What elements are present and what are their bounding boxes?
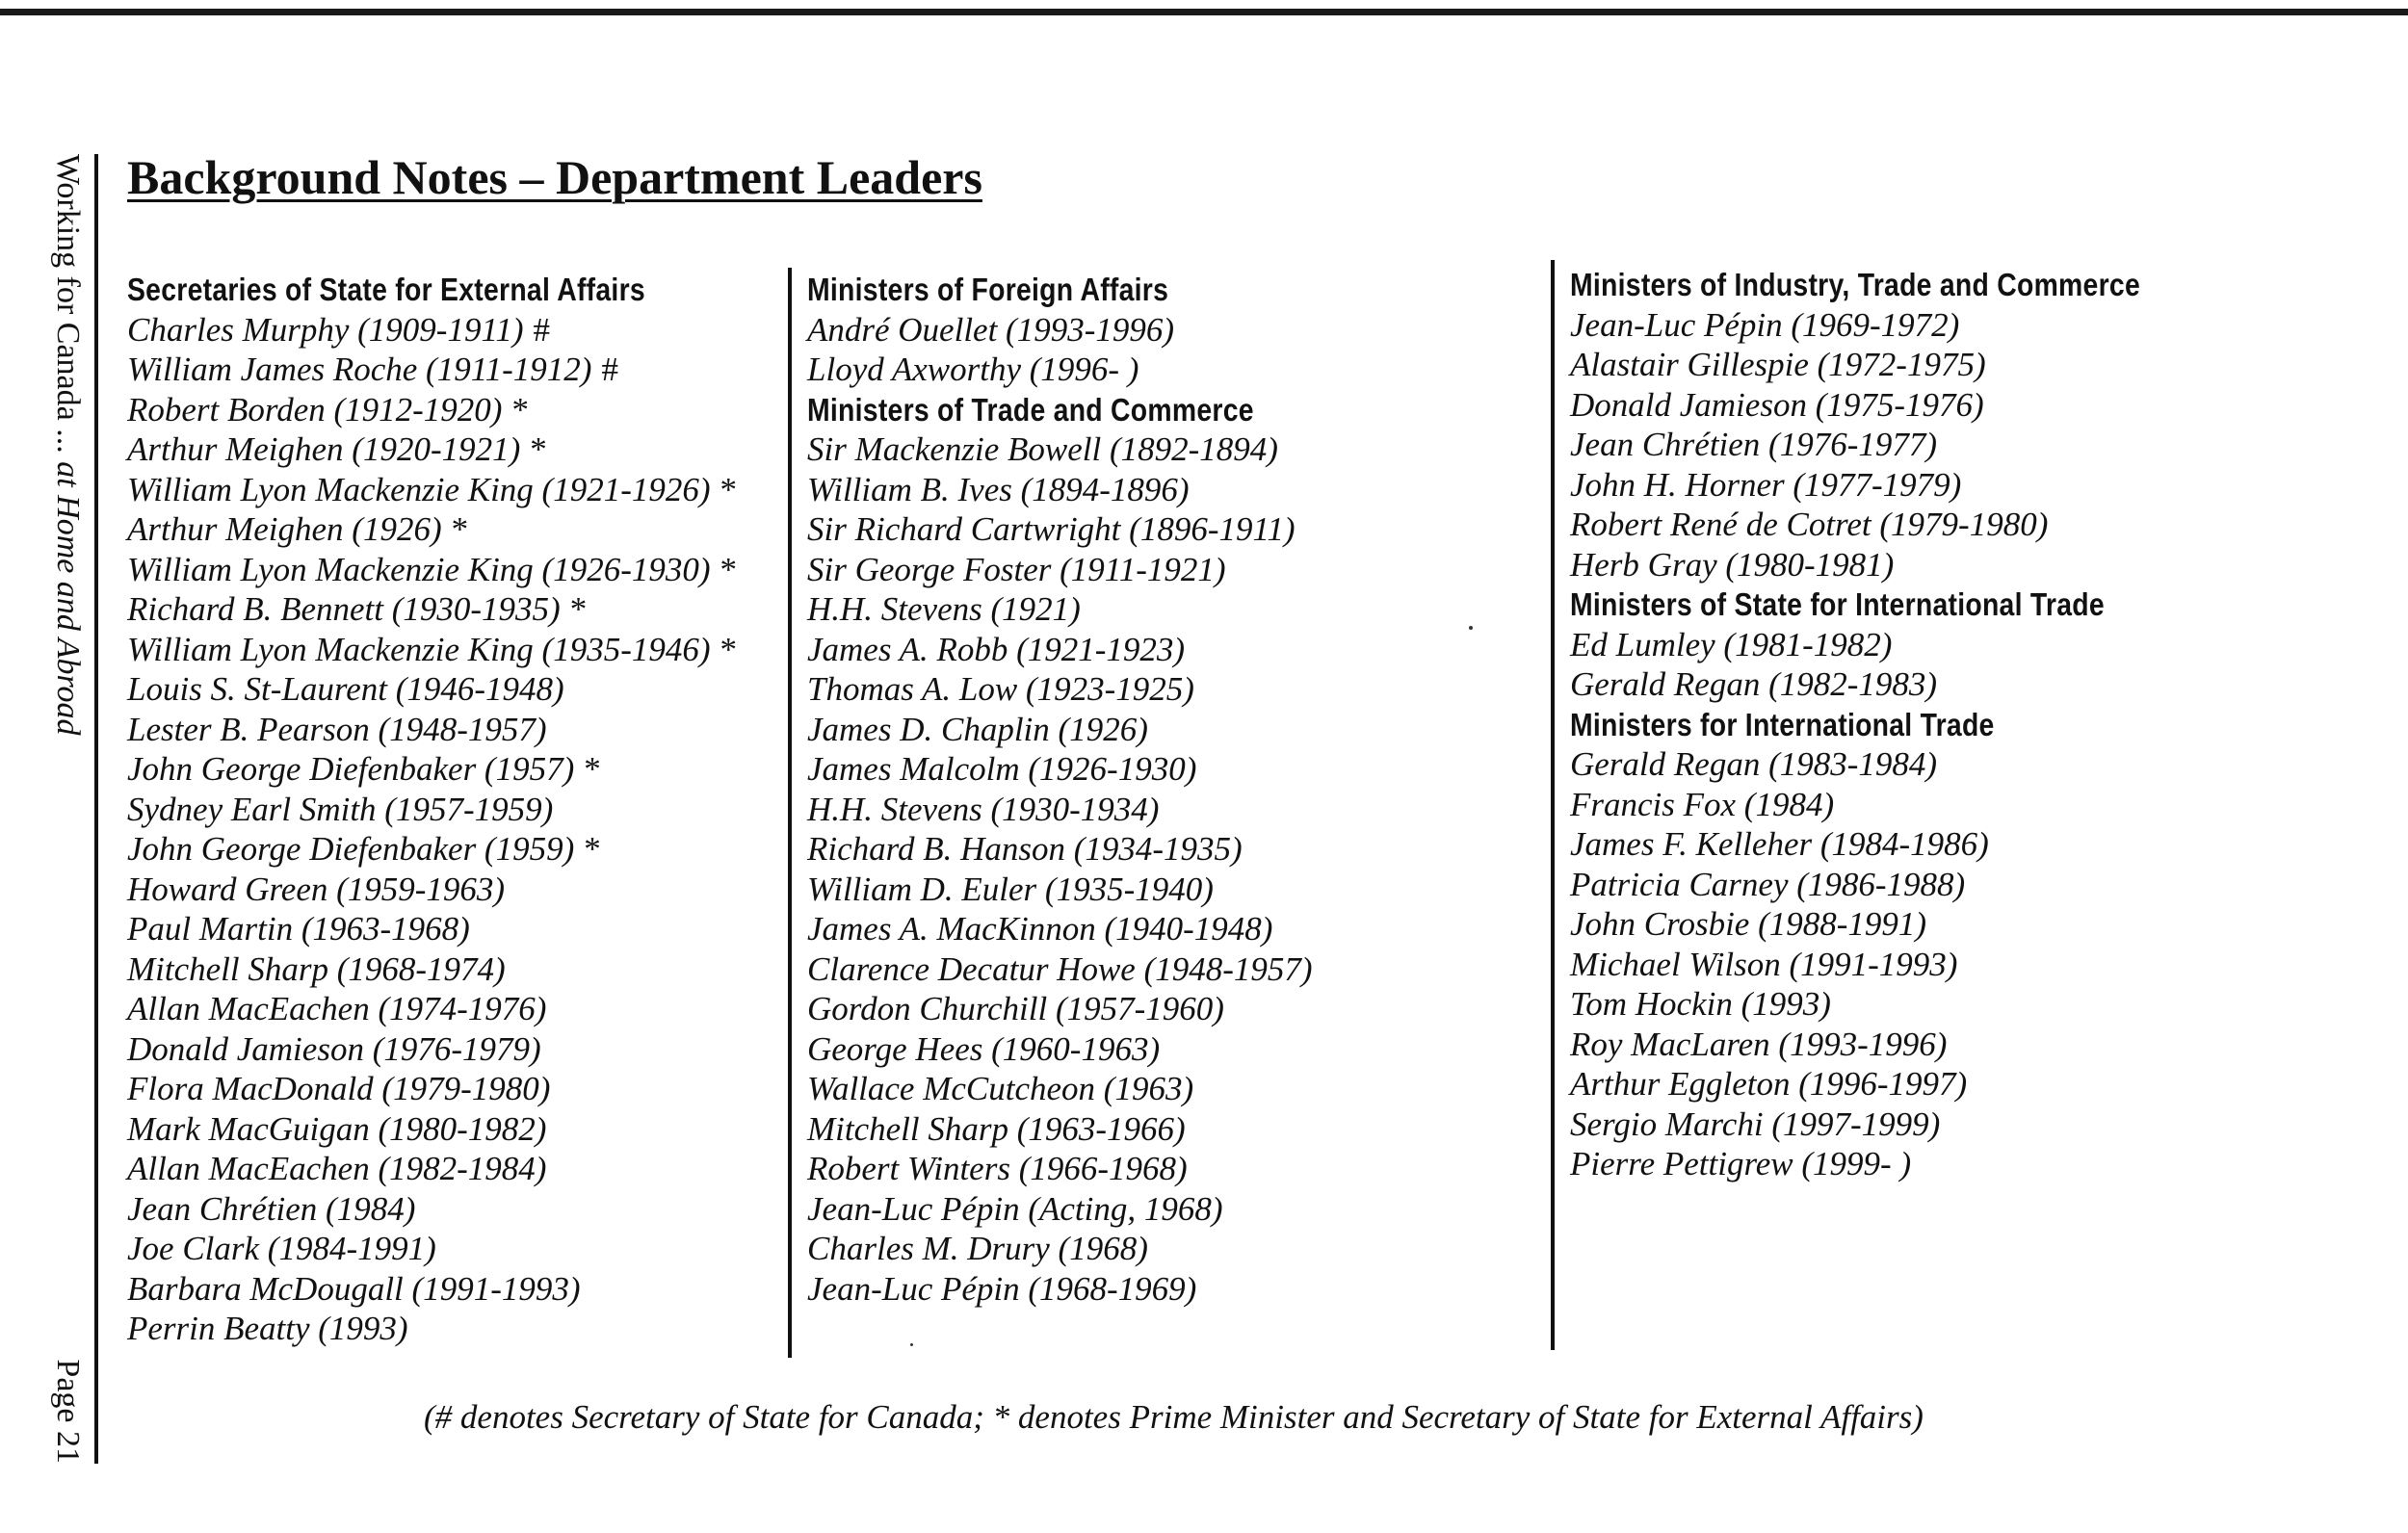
leader-name-term: John George Diefenbaker (1959) [127, 830, 575, 868]
leader-entry [127, 1309, 782, 1349]
leader-name-term: Jean-Luc Pépin (1968-1969) [807, 1269, 1197, 1308]
leader-entry [127, 710, 782, 750]
leader-name-term: Richard B. Hanson (1934-1935) [807, 830, 1243, 868]
leader-entry [1570, 465, 2341, 506]
leader-name-term: Jean-Luc Pépin (Acting, 1968) [807, 1189, 1223, 1228]
footnote-mark: * [720, 550, 738, 588]
scan-speck [1469, 626, 1473, 630]
leader-name-term: Clarence Decatur Howe (1948-1957) [807, 949, 1313, 988]
leader-entry [127, 470, 782, 510]
leader-entry [807, 470, 1539, 510]
leader-entry [127, 589, 782, 630]
leader-name-term: Barbara McDougall (1991-1993) [127, 1269, 581, 1308]
leader-name-term: Donald Jamieson (1976-1979) [127, 1029, 541, 1068]
leader-entry [127, 1029, 782, 1070]
leader-name-term: William James Roche (1911-1912) [127, 351, 592, 388]
leader-entry [807, 669, 1539, 710]
leader-entry [127, 1149, 782, 1189]
footnote-mark: # [533, 310, 551, 349]
leader-name-term: Roy MacLaren (1993-1996) [1570, 1025, 1948, 1063]
leader-name-term: Francis Fox (1984) [1570, 785, 1835, 823]
leader-entry [127, 1269, 782, 1310]
leader-entry [1570, 625, 2341, 665]
leader-name-term: Tom Hockin (1993) [1570, 985, 1831, 1023]
leader-entry [127, 509, 782, 550]
leader-name-term: William Lyon Mackenzie King (1921-1926) [127, 470, 711, 508]
column-industry-international-trade [1570, 265, 2341, 1184]
leader-name-term: James A. MacKinnon (1940-1948) [807, 910, 1273, 948]
leader-entry [807, 949, 1539, 990]
leader-name-term: Sir Mackenzie Bowell (1892-1894) [807, 430, 1278, 468]
section-heading: Ministers of Industry, Trade and Commerce [1570, 267, 2140, 302]
leader-entry [1570, 425, 2341, 465]
leader-entry [807, 1269, 1539, 1310]
scan-speck [910, 1343, 913, 1346]
leader-entry [127, 749, 782, 790]
leader-entry [807, 1029, 1539, 1070]
leader-name-term: Allan MacEachen (1974-1976) [127, 990, 547, 1027]
leader-name-term: Robert René de Cotret (1979-1980) [1570, 506, 2049, 543]
section-heading: Ministers of Trade and Commerce [807, 391, 1254, 428]
side-header [39, 154, 96, 1464]
leader-name-term: Gordon Churchill (1957-1960) [807, 990, 1224, 1027]
leader-entry [127, 1229, 782, 1269]
leader-name-term: Michael Wilson (1991-1993) [1570, 945, 1958, 983]
leader-name-term: John Crosbie (1988-1991) [1570, 905, 1927, 943]
leader-entry [807, 1229, 1539, 1269]
leader-name-term: Ed Lumley (1981-1982) [1570, 625, 1893, 663]
leader-name-term: Perrin Beatty (1993) [127, 1310, 408, 1347]
leader-entry [127, 790, 782, 830]
leader-entry [127, 909, 782, 949]
leader-name-term: Patricia Carney (1986-1988) [1570, 865, 1966, 903]
leader-name-term: Arthur Eggleton (1996-1997) [1570, 1065, 1968, 1103]
leader-name-term: Gerald Regan (1982-1983) [1570, 665, 1938, 703]
leader-name-term: William B. Ives (1894-1896) [807, 470, 1190, 508]
leader-name-term: James D. Chaplin (1926) [807, 710, 1148, 748]
leader-entry [127, 949, 782, 990]
leader-name-term: Pierre Pettigrew (1999- ) [1570, 1145, 1912, 1182]
footnote-mark: * [584, 830, 601, 868]
leader-entry [1570, 865, 2341, 905]
leader-entry [807, 1189, 1539, 1230]
leader-entry [807, 509, 1539, 550]
leader-entry [1570, 345, 2341, 385]
leader-entry [807, 829, 1539, 870]
leader-name-term: Mark MacGuigan (1980-1982) [127, 1109, 547, 1148]
column-foreign-affairs-trade [807, 270, 1539, 1309]
leader-entry [127, 350, 782, 390]
leader-name-term: George Hees (1960-1963) [807, 1029, 1161, 1068]
footnote-mark: * [584, 750, 601, 788]
footnote-mark: * [451, 510, 469, 548]
section-heading: Ministers for International Trade [1570, 706, 1995, 742]
leader-entry [807, 350, 1539, 390]
leader-name-term: James A. Robb (1921-1923) [807, 630, 1186, 668]
leader-entry [807, 589, 1539, 630]
leader-name-term: Herb Gray (1980-1981) [1570, 545, 1895, 584]
leader-entry [807, 870, 1539, 910]
footnote-mark: * [720, 470, 738, 508]
footnote: (# denotes Secretary of State for Canada; * denotes Prime Minister and Secretary of State for External Affairs) [424, 1398, 1924, 1436]
leader-name-term: André Ouellet (1993-1996) [807, 310, 1175, 349]
leader-name-term: John H. Horner (1977-1979) [1570, 465, 1962, 504]
leader-entry [1570, 505, 2341, 545]
publication-title [39, 154, 96, 736]
leader-entry [127, 1109, 782, 1150]
publication-title-prefix: Working for Canada ... [50, 154, 86, 462]
leader-name-term: H.H. Stevens (1930-1934) [807, 790, 1160, 828]
leader-name-term: Louis S. St-Laurent (1946-1948) [127, 670, 564, 708]
column-external-affairs [127, 270, 782, 1349]
leader-name-term: Howard Green (1959-1963) [127, 870, 506, 908]
column-divider-1 [788, 268, 792, 1358]
leader-name-term: Jean-Luc Pépin (1969-1972) [1570, 305, 1960, 344]
section-heading: Secretaries of State for External Affairs [127, 272, 645, 307]
leader-name-term: Sir Richard Cartwright (1896-1911) [807, 510, 1296, 548]
leader-entry [127, 829, 782, 870]
leader-entry [127, 310, 782, 351]
leader-entry [807, 710, 1539, 750]
leader-entry [807, 310, 1539, 351]
publication-title-italic: at Home and Abroad [50, 461, 86, 736]
leader-name-term: Allan MacEachen (1982-1984) [127, 1150, 547, 1187]
footnote-mark: * [511, 390, 529, 429]
leader-entry [127, 989, 782, 1029]
leader-entry [1570, 1104, 2341, 1145]
leader-name-term: Arthur Meighen (1920-1921) [127, 430, 521, 468]
leader-entry [127, 1189, 782, 1230]
leader-entry [127, 1069, 782, 1109]
leader-entry [1570, 664, 2341, 705]
footnote-mark: * [530, 430, 547, 468]
leader-name-term: James Malcolm (1926-1930) [807, 750, 1197, 788]
leader-entry [1570, 1144, 2341, 1184]
leader-name-term: Flora MacDonald (1979-1980) [127, 1070, 551, 1107]
leader-name-term: Jean Chrétien (1976-1977) [1570, 426, 1938, 463]
leader-entry [127, 390, 782, 430]
side-divider-rule [94, 154, 98, 1464]
top-border-rule [0, 9, 2408, 15]
leader-name-term: Wallace McCutcheon (1963) [807, 1070, 1194, 1107]
leader-name-term: James F. Kelleher (1984-1986) [1570, 825, 1989, 863]
leader-name-term: Charles M. Drury (1968) [807, 1230, 1148, 1267]
leader-name-term: William D. Euler (1935-1940) [807, 870, 1214, 908]
leader-name-term: William Lyon Mackenzie King (1926-1930) [127, 550, 711, 588]
leader-name-term: John George Diefenbaker (1957) [127, 750, 575, 788]
footnote-mark: * [720, 630, 738, 668]
leader-entry [807, 550, 1539, 590]
section-heading: Ministers of State for International Trade [1570, 586, 2105, 622]
leader-name-term: Alastair Gillespie (1972-1975) [1570, 346, 1986, 383]
leader-name-term: Sir George Foster (1911-1921) [807, 550, 1226, 588]
leader-name-term: Thomas A. Low (1923-1925) [807, 670, 1194, 708]
leader-entry [127, 669, 782, 710]
leader-entry [1570, 904, 2341, 945]
leader-name-term: Mitchell Sharp (1968-1974) [127, 949, 506, 988]
leader-entry [807, 749, 1539, 790]
leader-entry [1570, 305, 2341, 346]
leader-name-term: Mitchell Sharp (1963-1966) [807, 1109, 1186, 1148]
leader-entry [1570, 785, 2341, 825]
leader-entry [807, 989, 1539, 1029]
leader-entry [807, 1069, 1539, 1109]
leader-entry [807, 1109, 1539, 1150]
leader-name-term: Richard B. Bennett (1930-1935) [127, 590, 561, 628]
leader-entry [807, 1149, 1539, 1189]
leader-name-term: Jean Chrétien (1984) [127, 1189, 416, 1228]
leader-name-term: Arthur Meighen (1926) [127, 510, 442, 548]
leader-entry [807, 429, 1539, 470]
section-heading: Ministers of Foreign Affairs [807, 272, 1169, 307]
leader-entry [1570, 984, 2341, 1025]
leader-name-term: Charles Murphy (1909-1911) [127, 310, 524, 349]
leader-name-term: Robert Borden (1912-1920) [127, 390, 503, 429]
footnote-mark: * [569, 590, 588, 628]
leader-name-term: William Lyon Mackenzie King (1935-1946) [127, 630, 711, 668]
column-divider-2 [1551, 260, 1555, 1350]
leader-name-term: Robert Winters (1966-1968) [807, 1150, 1188, 1187]
leader-name-term: Sergio Marchi (1997-1999) [1570, 1104, 1941, 1143]
leader-name-term: Paul Martin (1963-1968) [127, 910, 470, 948]
leader-entry [127, 630, 782, 670]
leader-entry [1570, 945, 2341, 985]
footnote-mark: # [601, 351, 618, 388]
leader-entry [1570, 824, 2341, 865]
leader-entry [1570, 385, 2341, 426]
leader-entry [127, 429, 782, 470]
leader-entry [127, 870, 782, 910]
leader-entry [1570, 1025, 2341, 1065]
leader-entry [807, 790, 1539, 830]
leader-name-term: Gerald Regan (1983-1984) [1570, 745, 1938, 783]
leader-entry [127, 550, 782, 590]
leader-entry [807, 909, 1539, 949]
leader-entry [1570, 1064, 2341, 1104]
leader-name-term: H.H. Stevens (1921) [807, 590, 1081, 628]
leader-name-term: Donald Jamieson (1975-1976) [1570, 385, 1984, 424]
page-title: Background Notes – Department Leaders [127, 150, 982, 204]
leader-name-term: Joe Clark (1984-1991) [127, 1230, 436, 1267]
leader-entry [1570, 545, 2341, 585]
leader-entry [1570, 744, 2341, 785]
leader-name-term: Lloyd Axworthy (1996- ) [807, 351, 1139, 388]
leader-name-term: Lester B. Pearson (1948-1957) [127, 710, 547, 748]
page-number: Page 21 [50, 1359, 86, 1464]
leader-name-term: Sydney Earl Smith (1957-1959) [127, 790, 554, 828]
leader-entry [807, 630, 1539, 670]
